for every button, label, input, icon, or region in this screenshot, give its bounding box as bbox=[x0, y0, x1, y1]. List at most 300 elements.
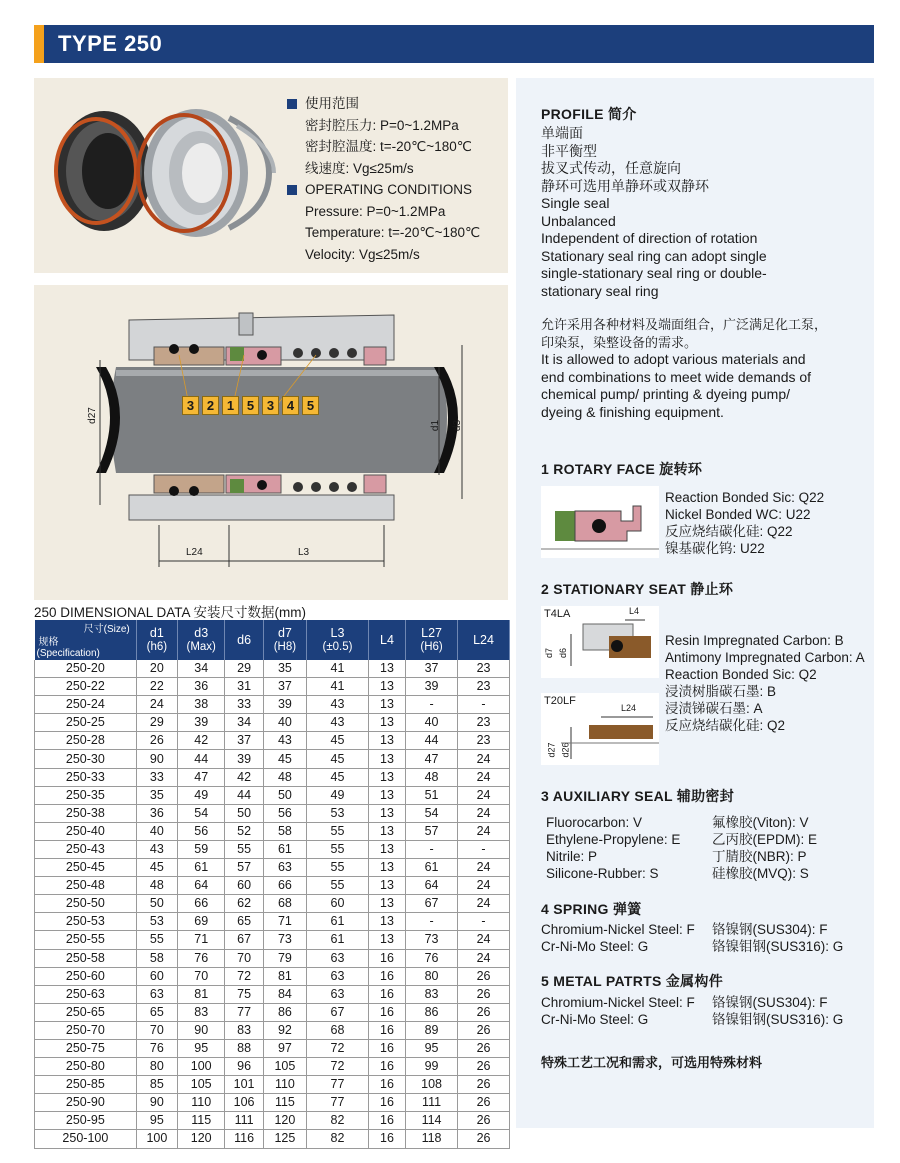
table-cell: 24 bbox=[458, 859, 510, 877]
table-cell: 41 bbox=[307, 660, 369, 678]
table-cell: 33 bbox=[136, 768, 177, 786]
table-cell: 65 bbox=[136, 1003, 177, 1021]
table-cell: 61 bbox=[307, 913, 369, 931]
header-accent bbox=[34, 25, 44, 63]
table-cell: 105 bbox=[178, 1076, 225, 1094]
table-cell: 97 bbox=[263, 1039, 306, 1057]
specifications-panel bbox=[516, 78, 874, 1128]
table-cell: 48 bbox=[136, 877, 177, 895]
table-cell: 24 bbox=[458, 768, 510, 786]
table-cell: 92 bbox=[263, 1021, 306, 1039]
table-cell: - bbox=[458, 696, 510, 714]
table-cell: 79 bbox=[263, 949, 306, 967]
table-cell: 55 bbox=[136, 931, 177, 949]
table-cell: 67 bbox=[225, 931, 263, 949]
part-number-label: 5 bbox=[302, 396, 319, 415]
table-row bbox=[35, 840, 510, 858]
spec-cell: 250-65 bbox=[35, 1003, 137, 1021]
t4la-label: T4LA bbox=[544, 608, 571, 620]
condition-line: Velocity: Vg≤25m/s bbox=[305, 246, 420, 262]
table-cell: 81 bbox=[178, 985, 225, 1003]
table-cell: 68 bbox=[307, 1021, 369, 1039]
table-cell: 99 bbox=[406, 1058, 458, 1076]
table-row bbox=[35, 660, 510, 678]
table-cell: - bbox=[406, 840, 458, 858]
spec-cell: 250-33 bbox=[35, 768, 137, 786]
table-cell: 13 bbox=[368, 678, 405, 696]
table-cell: 13 bbox=[368, 786, 405, 804]
spec-cell: 250-30 bbox=[35, 750, 137, 768]
table-cell: 16 bbox=[368, 985, 405, 1003]
condition-line: 密封腔温度: t=-20℃~180℃ bbox=[305, 139, 472, 154]
table-cell: 56 bbox=[178, 822, 225, 840]
table-row bbox=[35, 1094, 510, 1112]
table-cell: 24 bbox=[458, 877, 510, 895]
table-cell: 60 bbox=[225, 877, 263, 895]
table-cell: 83 bbox=[406, 985, 458, 1003]
table-cell: 26 bbox=[458, 1039, 510, 1057]
table-cell: 16 bbox=[368, 1039, 405, 1057]
table-cell: 111 bbox=[406, 1094, 458, 1112]
dim-label-L3: L3 bbox=[298, 547, 310, 558]
table-cell: 45 bbox=[263, 750, 306, 768]
table-cell: 100 bbox=[136, 1130, 177, 1148]
table-cell: 39 bbox=[263, 696, 306, 714]
table-cell: 37 bbox=[263, 678, 306, 696]
col-header-d3: d3 (Max) bbox=[178, 620, 225, 660]
table-cell: 37 bbox=[225, 732, 263, 750]
table-cell: 57 bbox=[225, 859, 263, 877]
spec-cell: 250-35 bbox=[35, 786, 137, 804]
table-cell: 42 bbox=[225, 768, 263, 786]
t4la-d6-label: d6 bbox=[558, 647, 569, 659]
auxiliary-seal-cn: 氟橡胶(Viton): V 乙丙胶(EPDM): E 丁腈胶(NBR): P 硅橡胶(MVQ): S bbox=[712, 815, 818, 881]
table-cell: 29 bbox=[136, 714, 177, 732]
table-cell: 44 bbox=[178, 750, 225, 768]
table-row bbox=[35, 895, 510, 913]
table-cell: 58 bbox=[136, 949, 177, 967]
table-row bbox=[35, 1130, 510, 1148]
table-cell: 120 bbox=[178, 1130, 225, 1148]
table-cell: 76 bbox=[406, 949, 458, 967]
table-cell: 48 bbox=[263, 768, 306, 786]
table-cell: 86 bbox=[263, 1003, 306, 1021]
table-cell: 55 bbox=[307, 877, 369, 895]
dim-label-d27: d27 bbox=[86, 407, 98, 424]
table-cell: 75 bbox=[225, 985, 263, 1003]
table-cell: 83 bbox=[225, 1021, 263, 1039]
table-cell: 86 bbox=[406, 1003, 458, 1021]
spec-cell: 250-25 bbox=[35, 714, 137, 732]
bullet-square-icon bbox=[287, 99, 297, 109]
condition-line: 密封腔压力: P=0~1.2MPa bbox=[305, 117, 459, 133]
table-cell: 53 bbox=[307, 804, 369, 822]
table-cell: 13 bbox=[368, 714, 405, 732]
auxiliary-seal-en: Fluorocarbon: V Ethylene-Propylene: E Nitrile: P Silicone-Rubber: S bbox=[546, 815, 681, 881]
profile-text-2: 允许采用各种材料及端面组合，广泛满足化工泵， 印染泵，染整设备的需求。 It is allowed to adopt various materials and end combinations to meet wide demands of chemical pump/ printing & dyeing pump/ dyeing & finishing equipment. bbox=[541, 317, 828, 420]
table-cell: 90 bbox=[178, 1021, 225, 1039]
spring-en: Chromium-Nickel Steel: F Cr-Ni-Mo Steel: G bbox=[541, 922, 695, 954]
table-cell: 77 bbox=[307, 1076, 369, 1094]
table-cell: 13 bbox=[368, 750, 405, 768]
table-cell: 24 bbox=[458, 750, 510, 768]
table-cell: 26 bbox=[458, 967, 510, 985]
table-cell: 65 bbox=[225, 913, 263, 931]
table-cell: 13 bbox=[368, 732, 405, 750]
t4la-d7-label: d7 bbox=[544, 647, 555, 659]
table-cell: 13 bbox=[368, 913, 405, 931]
table-cell: 50 bbox=[225, 804, 263, 822]
table-cell: 23 bbox=[458, 660, 510, 678]
page-title: TYPE 250 bbox=[58, 31, 163, 56]
table-cell: 71 bbox=[263, 913, 306, 931]
spec-cell: 250-95 bbox=[35, 1112, 137, 1130]
table-row bbox=[35, 822, 510, 840]
table-cell: 88 bbox=[225, 1039, 263, 1057]
auxiliary-seal-title: 3 AUXILIARY SEAL 辅助密封 bbox=[541, 788, 734, 804]
t4la-l4-label: L4 bbox=[629, 606, 640, 616]
table-cell: 77 bbox=[307, 1094, 369, 1112]
table-cell: 43 bbox=[307, 696, 369, 714]
table-cell: 24 bbox=[458, 804, 510, 822]
metal-parts-en: Chromium-Nickel Steel: F Cr-Ni-Mo Steel: G bbox=[541, 995, 695, 1027]
table-cell: 83 bbox=[178, 1003, 225, 1021]
table-cell: 40 bbox=[406, 714, 458, 732]
table-cell: 16 bbox=[368, 967, 405, 985]
table-cell: 45 bbox=[307, 768, 369, 786]
dim-label-L24: L24 bbox=[186, 547, 203, 558]
t20lf-diagram bbox=[541, 693, 659, 765]
table-cell: 16 bbox=[368, 1130, 405, 1148]
table-row bbox=[35, 931, 510, 949]
spec-cell: 250-60 bbox=[35, 967, 137, 985]
table-cell: 63 bbox=[307, 949, 369, 967]
table-cell: 45 bbox=[136, 859, 177, 877]
table-cell: 73 bbox=[263, 931, 306, 949]
table-cell: 44 bbox=[406, 732, 458, 750]
table-cell: 70 bbox=[136, 1021, 177, 1039]
spec-cell: 250-20 bbox=[35, 660, 137, 678]
col-header-L27: L27 (H6) bbox=[406, 620, 458, 660]
table-cell: 90 bbox=[136, 1094, 177, 1112]
table-cell: 13 bbox=[368, 877, 405, 895]
table-cell: 34 bbox=[178, 660, 225, 678]
table-cell: - bbox=[458, 913, 510, 931]
table-cell: 61 bbox=[307, 931, 369, 949]
spec-cell: 250-53 bbox=[35, 913, 137, 931]
t4la-diagram bbox=[541, 606, 659, 678]
dim-label-d1: d1 bbox=[430, 419, 442, 432]
condition-line: 线速度: Vg≤25m/s bbox=[305, 160, 414, 176]
stationary-seat-materials: Resin Impregnated Carbon: B Antimony Impregnated Carbon: A Reaction Bonded Sic: Q2 浸渍树脂碳石墨: B 浸渍锑碳石墨: A 反应烧结碳化硅: Q2 bbox=[665, 633, 865, 733]
table-cell: 55 bbox=[307, 859, 369, 877]
table-cell: 76 bbox=[178, 949, 225, 967]
table-cell: 61 bbox=[263, 840, 306, 858]
spec-cell: 250-40 bbox=[35, 822, 137, 840]
table-row bbox=[35, 1112, 510, 1130]
table-cell: 24 bbox=[458, 949, 510, 967]
table-cell: 84 bbox=[263, 985, 306, 1003]
table-cell: 39 bbox=[225, 750, 263, 768]
table-cell: 23 bbox=[458, 714, 510, 732]
dimension-table bbox=[34, 620, 510, 1149]
table-cell: 24 bbox=[458, 931, 510, 949]
table-cell: 35 bbox=[263, 660, 306, 678]
spec-cell: 250-50 bbox=[35, 895, 137, 913]
rotary-face-materials: Reaction Bonded Sic: Q22 Nickel Bonded WC: U22 反应烧结碳化硅: Q22 镍基碳化钨: U22 bbox=[665, 490, 825, 556]
table-cell: 16 bbox=[368, 1058, 405, 1076]
table-cell: 120 bbox=[263, 1112, 306, 1130]
table-cell: 36 bbox=[178, 678, 225, 696]
table-cell: 47 bbox=[178, 768, 225, 786]
col-header-L4: L4 bbox=[368, 620, 405, 660]
table-row bbox=[35, 967, 510, 985]
table-row bbox=[35, 949, 510, 967]
spec-cell: 250-58 bbox=[35, 949, 137, 967]
table-cell: 82 bbox=[307, 1112, 369, 1130]
spec-cell: 250-80 bbox=[35, 1058, 137, 1076]
table-cell: 26 bbox=[458, 1021, 510, 1039]
table-cell: 47 bbox=[406, 750, 458, 768]
table-cell: 60 bbox=[136, 967, 177, 985]
table-cell: 13 bbox=[368, 660, 405, 678]
part-number-labels bbox=[182, 396, 319, 415]
table-cell: 63 bbox=[307, 985, 369, 1003]
spec-cell: 250-38 bbox=[35, 804, 137, 822]
table-cell: 73 bbox=[406, 931, 458, 949]
table-cell: 26 bbox=[136, 732, 177, 750]
table-title: 250 DIMENSIONAL DATA 安装尺寸数据(mm) bbox=[34, 605, 307, 620]
spec-cell: 250-70 bbox=[35, 1021, 137, 1039]
table-cell: 54 bbox=[178, 804, 225, 822]
col-header-d6: d6 bbox=[225, 620, 263, 660]
page-header bbox=[34, 25, 874, 63]
table-cell: 16 bbox=[368, 1021, 405, 1039]
table-cell: 13 bbox=[368, 895, 405, 913]
table-cell: 55 bbox=[307, 822, 369, 840]
part-number-label: 3 bbox=[262, 396, 279, 415]
table-cell: 24 bbox=[458, 786, 510, 804]
table-cell: 55 bbox=[225, 840, 263, 858]
table-cell: 116 bbox=[225, 1130, 263, 1148]
spec-cell: 250-43 bbox=[35, 840, 137, 858]
stationary-seat-title: 2 STATIONARY SEAT 静止环 bbox=[541, 581, 734, 597]
part-number-label: 2 bbox=[202, 396, 219, 415]
col-header-d7: d7 (H8) bbox=[263, 620, 306, 660]
table-cell: 26 bbox=[458, 985, 510, 1003]
table-cell: 71 bbox=[178, 931, 225, 949]
table-cell: 76 bbox=[136, 1039, 177, 1057]
table-cell: 101 bbox=[225, 1076, 263, 1094]
spec-cell: 250-22 bbox=[35, 678, 137, 696]
profile-title: PROFILE 简介 bbox=[541, 106, 637, 122]
table-cell: 16 bbox=[368, 1076, 405, 1094]
table-cell: 22 bbox=[136, 678, 177, 696]
table-row bbox=[35, 768, 510, 786]
table-cell: 72 bbox=[225, 967, 263, 985]
table-cell: 66 bbox=[263, 877, 306, 895]
table-cell: 45 bbox=[307, 732, 369, 750]
table-cell: 26 bbox=[458, 1094, 510, 1112]
table-cell: 49 bbox=[307, 786, 369, 804]
table-cell: 16 bbox=[368, 1094, 405, 1112]
table-cell: 55 bbox=[307, 840, 369, 858]
profile-text: 单端面 非平衡型 拔叉式传动，任意旋向 静环可选用单静环或双静环 Single seal Unbalanced Independent of direction of rotation Stationary seal ring can adopt single single-stationary seal ring or double- stationary seal ring bbox=[541, 125, 767, 299]
table-row bbox=[35, 696, 510, 714]
table-row bbox=[35, 1021, 510, 1039]
condition-line: Temperature: t=-20℃~180℃ bbox=[305, 225, 481, 240]
col-header-L24: L24 bbox=[458, 620, 510, 660]
table-cell: - bbox=[458, 840, 510, 858]
table-body bbox=[35, 660, 510, 1148]
table-cell: 53 bbox=[136, 913, 177, 931]
table-cell: 49 bbox=[178, 786, 225, 804]
cross-section-drawing-panel bbox=[34, 285, 508, 600]
table-cell: 58 bbox=[263, 822, 306, 840]
table-cell: 81 bbox=[263, 967, 306, 985]
table-cell: 52 bbox=[225, 822, 263, 840]
table-cell: 13 bbox=[368, 840, 405, 858]
table-cell: 96 bbox=[225, 1058, 263, 1076]
table-cell: 95 bbox=[406, 1039, 458, 1057]
spec-cell: 250-63 bbox=[35, 985, 137, 1003]
table-cell: 29 bbox=[225, 660, 263, 678]
t20lf-label: T20LF bbox=[544, 695, 576, 707]
table-cell: 105 bbox=[263, 1058, 306, 1076]
condition-line: Pressure: P=0~1.2MPa bbox=[305, 203, 446, 219]
part-number-label: 3 bbox=[182, 396, 199, 415]
table-cell: 26 bbox=[458, 1003, 510, 1021]
table-cell: 16 bbox=[368, 949, 405, 967]
table-cell: 90 bbox=[136, 750, 177, 768]
table-cell: 39 bbox=[406, 678, 458, 696]
table-cell: 66 bbox=[178, 895, 225, 913]
spec-cell: 250-55 bbox=[35, 931, 137, 949]
table-cell: 13 bbox=[368, 859, 405, 877]
table-cell: 16 bbox=[368, 1112, 405, 1130]
table-cell: 110 bbox=[263, 1076, 306, 1094]
table-cell: 48 bbox=[406, 768, 458, 786]
table-row bbox=[35, 678, 510, 696]
spec-cell: 250-85 bbox=[35, 1076, 137, 1094]
table-cell: - bbox=[406, 696, 458, 714]
table-cell: 67 bbox=[406, 895, 458, 913]
table-cell: - bbox=[406, 913, 458, 931]
table-cell: 43 bbox=[307, 714, 369, 732]
table-cell: 70 bbox=[225, 949, 263, 967]
corner-spec-en: (Specification) bbox=[36, 648, 100, 659]
table-cell: 69 bbox=[178, 913, 225, 931]
table-cell: 39 bbox=[178, 714, 225, 732]
table-cell: 31 bbox=[225, 678, 263, 696]
table-cell: 72 bbox=[307, 1039, 369, 1057]
table-cell: 43 bbox=[263, 732, 306, 750]
table-cell: 40 bbox=[263, 714, 306, 732]
table-cell: 95 bbox=[136, 1112, 177, 1130]
bullet-square-icon bbox=[287, 185, 297, 195]
table-cell: 80 bbox=[136, 1058, 177, 1076]
table-cell: 59 bbox=[178, 840, 225, 858]
table-row bbox=[35, 804, 510, 822]
part-number-label: 5 bbox=[242, 396, 259, 415]
table-row bbox=[35, 985, 510, 1003]
table-cell: 26 bbox=[458, 1076, 510, 1094]
table-cell: 114 bbox=[406, 1112, 458, 1130]
spec-cell: 250-24 bbox=[35, 696, 137, 714]
t20lf-d26-label: d26 bbox=[560, 742, 571, 758]
part-number-label: 1 bbox=[222, 396, 239, 415]
table-cell: 80 bbox=[406, 967, 458, 985]
table-cell: 82 bbox=[307, 1130, 369, 1148]
table-cell: 23 bbox=[458, 678, 510, 696]
table-row bbox=[35, 1003, 510, 1021]
table-cell: 95 bbox=[178, 1039, 225, 1057]
table-cell: 54 bbox=[406, 804, 458, 822]
table-cell: 62 bbox=[225, 895, 263, 913]
t20lf-l24-label: L24 bbox=[621, 703, 637, 713]
table-cell: 115 bbox=[178, 1112, 225, 1130]
table-cell: 61 bbox=[178, 859, 225, 877]
table-row bbox=[35, 786, 510, 804]
t20lf-d27-label: d27 bbox=[546, 742, 557, 758]
conditions-en-heading: OPERATING CONDITIONS bbox=[287, 179, 480, 201]
table-cell: 68 bbox=[263, 895, 306, 913]
table-cell: 24 bbox=[458, 895, 510, 913]
operating-conditions bbox=[287, 93, 480, 265]
spec-cell: 250-90 bbox=[35, 1094, 137, 1112]
table-cell: 13 bbox=[368, 931, 405, 949]
table-cell: 50 bbox=[136, 895, 177, 913]
table-cell: 61 bbox=[406, 859, 458, 877]
table-cell: 33 bbox=[225, 696, 263, 714]
table-cell: 24 bbox=[458, 822, 510, 840]
table-cell: 13 bbox=[368, 696, 405, 714]
table-cell: 57 bbox=[406, 822, 458, 840]
table-header-row bbox=[35, 620, 510, 660]
table-cell: 63 bbox=[263, 859, 306, 877]
rotary-face-title: 1 ROTARY FACE 旋转环 bbox=[541, 461, 703, 477]
table-cell: 51 bbox=[406, 786, 458, 804]
spec-cell: 250-100 bbox=[35, 1130, 137, 1148]
col-header-L3: L3 (±0.5) bbox=[307, 620, 369, 660]
table-cell: 26 bbox=[458, 1058, 510, 1076]
table-cell: 125 bbox=[263, 1130, 306, 1148]
table-cell: 56 bbox=[263, 804, 306, 822]
table-cell: 16 bbox=[368, 1003, 405, 1021]
table-row bbox=[35, 1039, 510, 1057]
table-row bbox=[35, 714, 510, 732]
table-cell: 20 bbox=[136, 660, 177, 678]
table-cell: 26 bbox=[458, 1130, 510, 1148]
table-cell: 24 bbox=[136, 696, 177, 714]
table-cell: 63 bbox=[136, 985, 177, 1003]
table-cell: 100 bbox=[178, 1058, 225, 1076]
table-cell: 13 bbox=[368, 822, 405, 840]
table-cell: 60 bbox=[307, 895, 369, 913]
corner-spec-cn: 规格 bbox=[38, 637, 59, 648]
table-cell: 70 bbox=[178, 967, 225, 985]
table-cell: 106 bbox=[225, 1094, 263, 1112]
table-row bbox=[35, 732, 510, 750]
t4la-drawing bbox=[541, 606, 659, 678]
table-cell: 44 bbox=[225, 786, 263, 804]
table-cell: 45 bbox=[307, 750, 369, 768]
table-cell: 63 bbox=[307, 967, 369, 985]
table-cell: 85 bbox=[136, 1076, 177, 1094]
table-row bbox=[35, 877, 510, 895]
rotary-face-diagram bbox=[541, 486, 659, 558]
table-cell: 77 bbox=[225, 1003, 263, 1021]
